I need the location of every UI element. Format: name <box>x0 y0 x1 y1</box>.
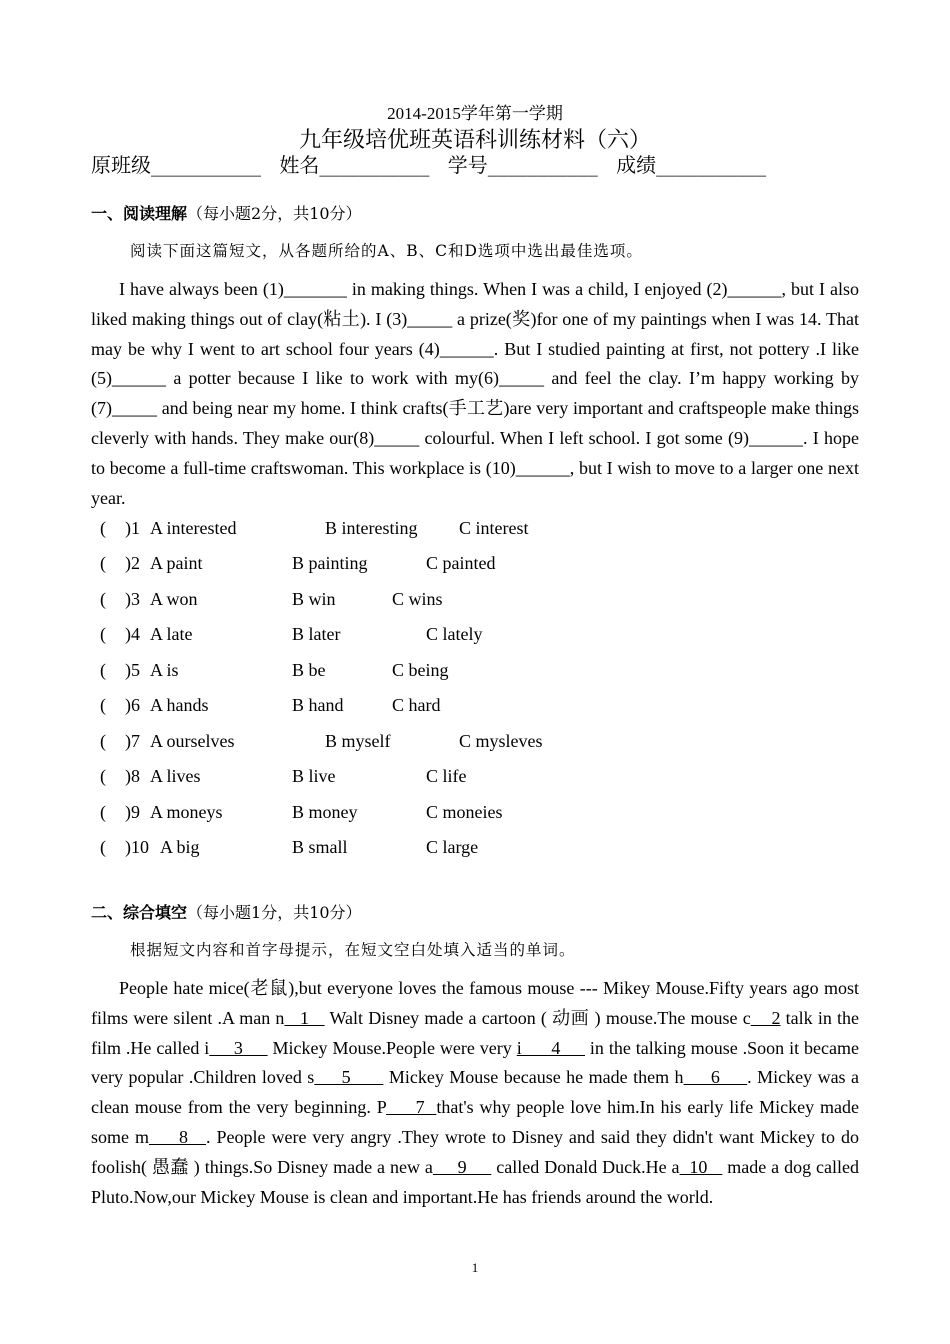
page-number: 1 <box>471 1260 479 1275</box>
section2-instruction: 根据短文内容和首字母提示，在短文空白处填入适当的单词。 <box>130 941 576 959</box>
question-number: )8 <box>125 766 140 786</box>
option-b: B hand <box>292 695 344 715</box>
answer-blank: 2 <box>750 1007 781 1028</box>
passage-text: Mickey Mouse because he made them h <box>383 1067 684 1088</box>
page-title: 九年级培优班英语科训练材料（六） <box>298 128 651 153</box>
passage-text: People hate mice(老鼠),but everyone loves the famous mouse --- Mikey Mouse.Fifty years ago most films were silent .A man n <box>91 978 859 1028</box>
option-a: A won <box>150 589 198 609</box>
option-b: B small <box>292 837 348 857</box>
section2-title: 二、综合填空 <box>91 903 188 922</box>
student-id-label: 学号 <box>447 153 488 177</box>
answer-blank: 1 <box>284 1007 325 1028</box>
question-number: )3 <box>125 589 140 609</box>
section1-passage: I have always been (1)_______ in making things. When I was a child, I enjoyed (2)______, but I also liked making things out of clay(粘土). I (3)_____ a prize(奖)for one of my paintings when I was 14. That may be why I went to art school four years (4)______. But I studied painting at first, not pottery .I like (5)______ a potter because I like to work with my(6)_____ and feel the clay. I’m happy working by (7)_____ and being near my home. I think crafts(手工艺)are very important and craftspeople make things cleverly with hands. They make our(8)_____ colourful. When I left school. I got some (9)______. I hope to become a full-time craftswoman. This workplace is (10)______, but I wish to move to a larger one next year. <box>91 279 859 508</box>
question-number: )9 <box>125 802 140 822</box>
question-number: )1 <box>125 518 140 538</box>
option-a: A late <box>150 624 193 644</box>
option-c: C hard <box>392 695 441 715</box>
passage-text: in the talking mouse .Soon it became very popular .Children loved s <box>91 1037 859 1088</box>
answer-paren: ( <box>100 660 106 680</box>
answer-paren: ( <box>100 731 106 751</box>
answer-paren: ( <box>100 695 106 715</box>
option-b: B interesting <box>325 518 418 538</box>
question-number: )10 <box>125 837 149 857</box>
section1-instruction: 阅读下面这篇短文，从各题所给的A、B、C和D选项中选出最佳选项。 <box>130 242 643 260</box>
student-info-line <box>91 152 766 178</box>
section2-heading <box>91 901 362 925</box>
option-c: C large <box>426 837 479 857</box>
passage-text: that's why people love him.In his early life Mickey made some m <box>91 1097 859 1147</box>
question-number: )5 <box>125 660 140 680</box>
option-b: B myself <box>325 731 391 751</box>
option-a: A paint <box>150 553 203 573</box>
option-b: B money <box>292 802 358 822</box>
passage-text: made a dog called Pluto.Now,our Mickey Mouse is clean and important.He has friends around the world. <box>91 1156 859 1207</box>
student-id-blank: ___________ <box>487 153 598 177</box>
option-a: A moneys <box>150 802 223 822</box>
option-c: C life <box>426 766 467 786</box>
option-a: A ourselves <box>150 731 235 751</box>
passage-text: Mickey Mouse.People were very <box>267 1037 517 1058</box>
answer-blank: 9 <box>432 1156 492 1177</box>
name-blank: ___________ <box>319 153 430 177</box>
answer-blank: 8 <box>149 1126 206 1147</box>
answer-blank: 10 <box>679 1156 723 1177</box>
option-b: B win <box>292 589 336 609</box>
option-a: A big <box>160 837 200 857</box>
option-c: C painted <box>426 553 496 573</box>
option-c: C lately <box>426 624 483 644</box>
answer-paren: ( <box>100 589 106 609</box>
section2-passage <box>91 974 859 1212</box>
answer-blank: 7 <box>386 1097 437 1118</box>
option-b: B be <box>292 660 326 680</box>
answer-blank: 5 <box>314 1067 384 1088</box>
option-b: B painting <box>292 553 368 573</box>
score-label: 成绩 <box>616 153 657 177</box>
option-a: A is <box>150 660 179 680</box>
option-c: C mysleves <box>459 731 543 751</box>
option-c: C wins <box>392 589 443 609</box>
answer-paren: ( <box>100 837 106 857</box>
passage-text: . People were very angry .They wrote to Disney and said they didn't want Mickey to do foolish( 愚蠢 ) things.So Disney made a new a <box>91 1126 860 1177</box>
answer-paren: ( <box>100 624 106 644</box>
score-blank: ___________ <box>656 153 767 177</box>
option-b: B live <box>292 766 336 786</box>
term-label: 2014-2015学年第一学期 <box>387 104 563 123</box>
name-label: 姓名 <box>279 153 320 177</box>
question-number: )4 <box>125 624 140 644</box>
passage-text: talk in the film .He called i <box>91 1007 860 1058</box>
answer-paren: ( <box>100 518 106 538</box>
section1-title: 一、阅读理解 <box>91 204 188 223</box>
question-number: )2 <box>125 553 140 573</box>
passage-text: Walt Disney made a cartoon ( 动画 ) mouse.The mouse c <box>324 1007 751 1028</box>
section1-score: （每小题2分，共10分） <box>187 204 362 223</box>
option-b: B later <box>292 624 341 644</box>
class-blank: ___________ <box>151 153 261 177</box>
answer-blank: i 4 <box>516 1037 585 1058</box>
option-c: C moneies <box>426 802 503 822</box>
question-number: )7 <box>125 731 140 751</box>
section2-score: （每小题1分，共10分） <box>187 903 362 922</box>
answer-blank: 3 <box>209 1037 268 1058</box>
answer-paren: ( <box>100 553 106 573</box>
option-a: A lives <box>150 766 201 786</box>
question-number: )6 <box>125 695 140 715</box>
passage-text: called Donald Duck.He a <box>491 1156 680 1177</box>
class-label: 原班级 <box>91 153 151 177</box>
option-a: A hands <box>150 695 209 715</box>
passage-text: . Mickey was a clean mouse from the very beginning. P <box>91 1067 860 1118</box>
answer-blank: 6 <box>683 1067 748 1088</box>
option-c: C interest <box>459 518 529 538</box>
option-c: C being <box>392 660 449 680</box>
option-a: A interested <box>150 518 237 538</box>
answer-paren: ( <box>100 802 106 822</box>
section1-heading <box>91 202 362 226</box>
answer-paren: ( <box>100 766 106 786</box>
